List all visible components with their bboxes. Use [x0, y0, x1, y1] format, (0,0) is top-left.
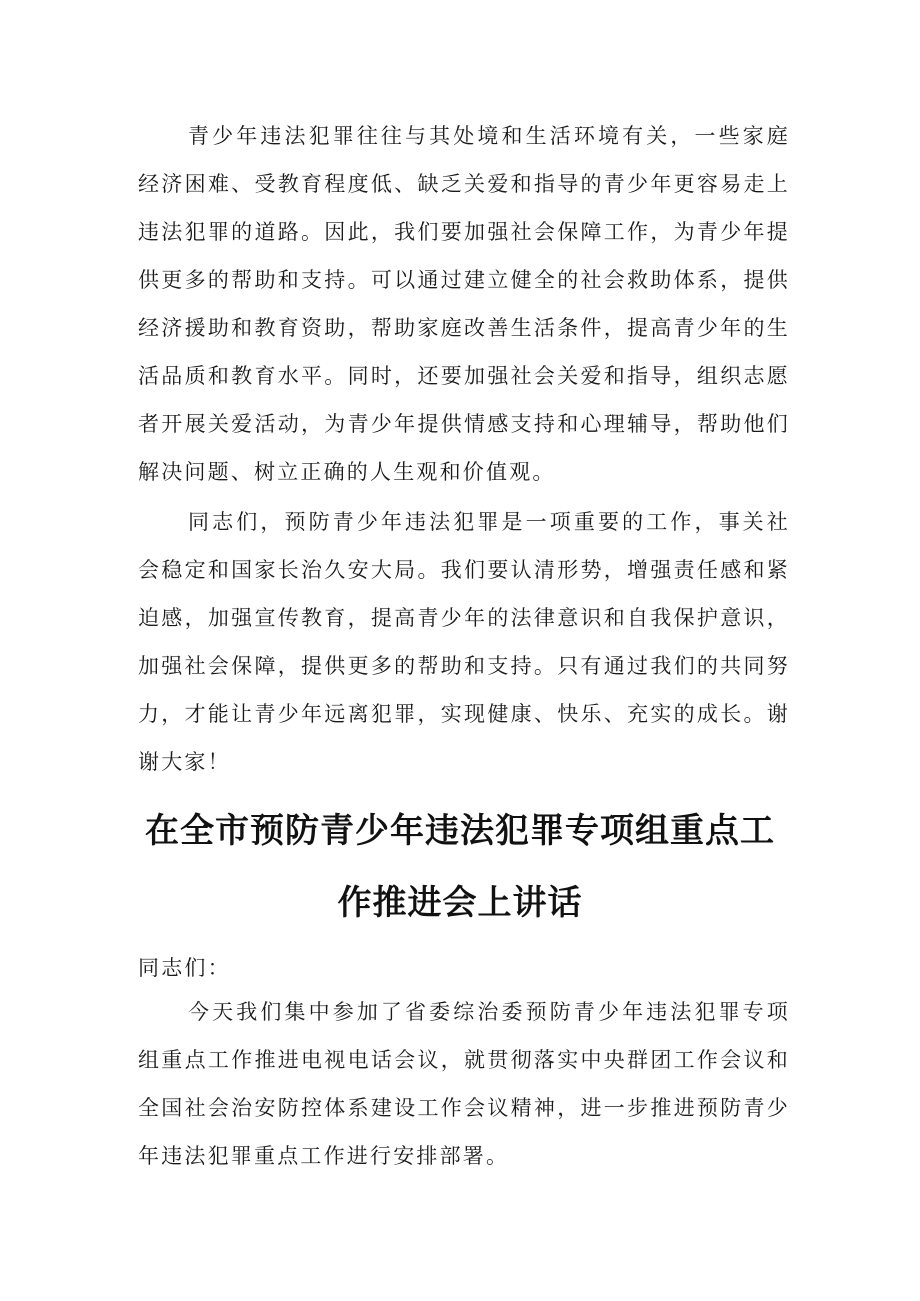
- body-paragraph-closing: 同志们，预防青少年违法犯罪是一项重要的工作，事关社会稳定和国家长治久安大局。我们要认清形势，增强责任感和紧迫感，加强宣传教育，提高青少年的法律意识和自我保护意识，加强社会保障，提供更多的帮助和支持。只有通过我们的共同努力，才能让青少年远离犯罪，实现健康、快乐、充实的成长。谢谢大家！: [138, 510, 790, 774]
- salutation: 同志们：: [138, 956, 231, 980]
- speech-title-line-2: 作推进会上讲话: [337, 883, 583, 923]
- body-paragraph-social-security: 青少年违法犯罪往往与其处境和生活环境有关，一些家庭经济困难、受教育程度低、缺乏关爱和指导的青少年更容易走上违法犯罪的道路。因此，我们要加强社会保障工作，为青少年提供更多的帮助和支持。可以通过建立健全的社会救助体系，提供经济援助和教育资助，帮助家庭改善生活条件，提高青少年的生活品质和教育水平。同时，还要加强社会关爱和指导，组织志愿者开展关爱活动，为青少年提供情感支持和心理辅导，帮助他们解决问题、树立正确的人生观和价值观。: [138, 124, 790, 484]
- speech-title-line-1: 在全市预防青少年违法犯罪专项组重点工: [145, 811, 775, 851]
- body-paragraph-opening: 今天我们集中参加了省委综治委预防青少年违法犯罪专项组重点工作推进电视电话会议，就贯彻落实中央群团工作会议和全国社会治安防控体系建设工作会议精神，进一步推进预防青少年违法犯罪重点工作进行安排部署。: [138, 1000, 790, 1168]
- speech-title: [110, 800, 810, 934]
